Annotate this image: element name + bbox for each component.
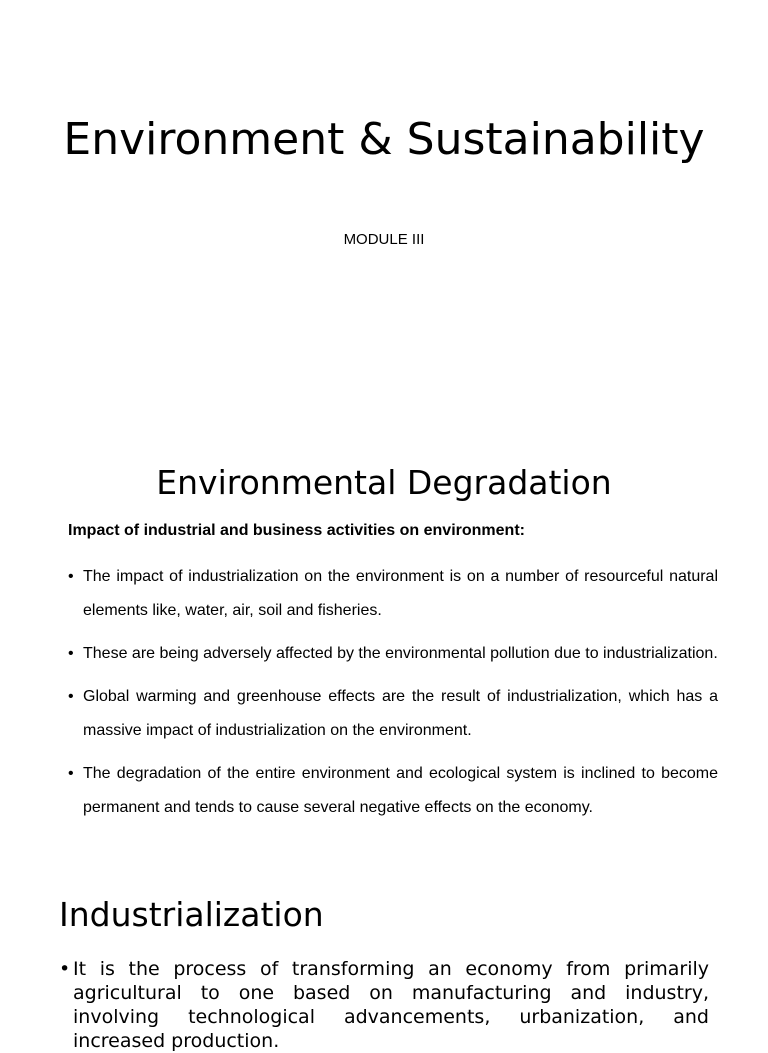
slide-heading: Environmental Degradation [156,463,612,502]
bullet-text: The degradation of the entire environment and ecological system is inclined to become permanent and tends to cause several negative effects on the economy. [83,765,718,816]
bullet-item [68,680,718,748]
bullet-item [68,637,718,671]
slide-title [0,0,768,410]
slide-lead-text: Impact of industrial and business activities on environment: [68,522,525,539]
slide-heading: Industrialization [59,895,324,934]
bullet-dot-icon: • [59,958,71,980]
bullet-list [68,560,718,834]
bullet-dot-icon: • [68,645,74,662]
slide-industrialization [0,870,768,1052]
presentation-subtitle: MODULE III [343,231,425,248]
bullet-text: Global warming and greenhouse effects are the result of industrialization, which has a massive impact of industrialization on the environment. [83,688,718,739]
bullet-text: The impact of industrialization on the environment is on a number of resourceful natural elements like, water, air, soil and fisheries. [83,568,718,619]
presentation-title: Environment & Sustainability [63,114,705,165]
bullet-list [59,957,709,1053]
bullet-dot-icon: • [68,688,74,705]
bullet-text: These are being adversely affected by the environmental pollution due to industrialization. [83,645,718,662]
bullet-text: It is the process of transforming an economy from primarily agricultural to one based on manufacturing and industry, involving technological advancements, urbanization, and increased production. [73,958,709,1052]
bullet-item [68,757,718,825]
bullet-item [68,560,718,628]
bullet-item [59,957,709,1053]
bullet-dot-icon: • [68,765,74,782]
bullet-dot-icon: • [68,568,74,585]
slide-environmental-degradation [0,410,768,870]
